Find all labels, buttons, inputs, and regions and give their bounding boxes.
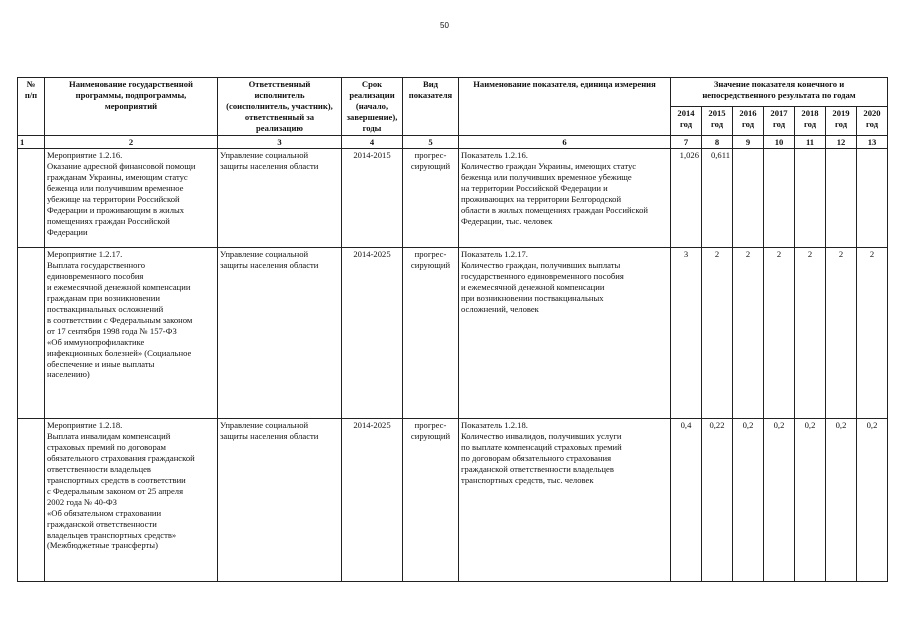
executor-cell: Управление социальной защиты населения области (218, 149, 342, 248)
value-cell: 2 (733, 248, 764, 419)
page-number: 50 (440, 21, 449, 30)
header-year: 2014 год (671, 106, 702, 135)
value-cell (826, 149, 857, 248)
value-cell: 2 (857, 248, 888, 419)
value-cell: 0,2 (795, 419, 826, 582)
column-number: 13 (857, 135, 888, 149)
row-number-cell (18, 248, 45, 419)
measure-name-cell: Мероприятие 1.2.18. Выплата инвалидам компенсаций страховых премий по договорам обязательного страхования гражданской ответственности владельцев транспортных средств в соответствии с Федеральным законом от 25 апреля 2002 года № 40-ФЗ «Об обязательном страховании гражданской ответственности владельцев транспортных средств» (Межбюджетные трансферты) (45, 419, 218, 582)
term-cell: 2014-2015 (342, 149, 403, 248)
value-cell: 0,2 (857, 419, 888, 582)
column-number: 9 (733, 135, 764, 149)
value-cell: 3 (671, 248, 702, 419)
row-number-cell (18, 419, 45, 582)
header-indicator-kind: Вид показателя (403, 78, 459, 136)
value-cell: 0,2 (826, 419, 857, 582)
value-cell: 2 (795, 248, 826, 419)
indicator-name-cell: Показатель 1.2.18. Количество инвалидов, получивших услуги по выплате компенсаций страховых премий по договорам обязательного страхования гражданской ответственности владельцев транспортных средств, тыс. человек (459, 419, 671, 582)
column-number: 4 (342, 135, 403, 149)
value-cell: 0,2 (764, 419, 795, 582)
program-indicators-table (17, 77, 888, 582)
header-values-group: Значение показателя конечного и непосредственного результата по годам (671, 78, 888, 107)
header-row (18, 78, 888, 107)
value-cell: 2 (702, 248, 733, 419)
column-number: 10 (764, 135, 795, 149)
measure-name-cell: Мероприятие 1.2.17. Выплата государственного единовременного пособия и ежемесячной денежной компенсации гражданам при возникновении поствакцинальных осложнений в соответствии с Федеральным законом от 17 сентября 1998 года № 157-ФЗ «Об иммунопрофилактике инфекционных болезней» (Социальное обеспечение и иные выплаты населению) (45, 248, 218, 419)
column-number: 12 (826, 135, 857, 149)
header-term: Срок реализации (начало, завершение), годы (342, 78, 403, 136)
header-year: 2015 год (702, 106, 733, 135)
indicator-kind-cell: прогрес- сирующий (403, 149, 459, 248)
measure-name-cell: Мероприятие 1.2.16. Оказание адресной финансовой помощи гражданам Украины, имеющим статус беженца или получившим временное убежище на территории Российской Федерации и проживающим в жилых помещениях граждан Российской Федерации (45, 149, 218, 248)
term-cell: 2014-2025 (342, 419, 403, 582)
indicator-kind-cell: прогрес- сирующий (403, 419, 459, 582)
indicator-name-cell: Показатель 1.2.17. Количество граждан, получивших выплаты государственного единовременного пособия и ежемесячной денежной компенсации при возникновении поствакцинальных осложнений, человек (459, 248, 671, 419)
header-program-name: Наименование государственной программы, подпрограммы, мероприятий (45, 78, 218, 136)
column-number: 2 (45, 135, 218, 149)
column-number: 5 (403, 135, 459, 149)
column-number: 11 (795, 135, 826, 149)
term-cell: 2014-2025 (342, 248, 403, 419)
table-row (18, 419, 888, 582)
column-number: 3 (218, 135, 342, 149)
value-cell: 2 (826, 248, 857, 419)
value-cell (795, 149, 826, 248)
indicator-kind-cell: прогрес- сирующий (403, 248, 459, 419)
value-cell: 0,4 (671, 419, 702, 582)
header-year: 2018 год (795, 106, 826, 135)
value-cell: 2 (764, 248, 795, 419)
value-cell: 0,22 (702, 419, 733, 582)
indicator-name-cell: Показатель 1.2.16. Количество граждан Украины, имеющих статус беженца или получивших временное убежище на территории Российской Федерации и проживающих на территории Белгородской области в жилых помещениях граждан Российской Федерации, тыс. человек (459, 149, 671, 248)
header-indicator-name: Наименование показателя, единица измерения (459, 78, 671, 136)
column-number: 8 (702, 135, 733, 149)
header-year: 2020 год (857, 106, 888, 135)
column-number: 6 (459, 135, 671, 149)
value-cell: 0,2 (733, 419, 764, 582)
header-year: 2017 год (764, 106, 795, 135)
column-number: 7 (671, 135, 702, 149)
header-year: 2019 год (826, 106, 857, 135)
header-number: № п/п (18, 78, 45, 136)
value-cell (764, 149, 795, 248)
table-row (18, 248, 888, 419)
value-cell (857, 149, 888, 248)
column-numbers-row (18, 135, 888, 149)
table-row (18, 149, 888, 248)
column-number: 1 (18, 135, 45, 149)
header-year: 2016 год (733, 106, 764, 135)
value-cell: 1,026 (671, 149, 702, 248)
value-cell (733, 149, 764, 248)
header-executor: Ответственный исполнитель (соисполнитель, участник), ответственный за реализацию (218, 78, 342, 136)
executor-cell: Управление социальной защиты населения области (218, 419, 342, 582)
executor-cell: Управление социальной защиты населения области (218, 248, 342, 419)
value-cell: 0,611 (702, 149, 733, 248)
row-number-cell (18, 149, 45, 248)
